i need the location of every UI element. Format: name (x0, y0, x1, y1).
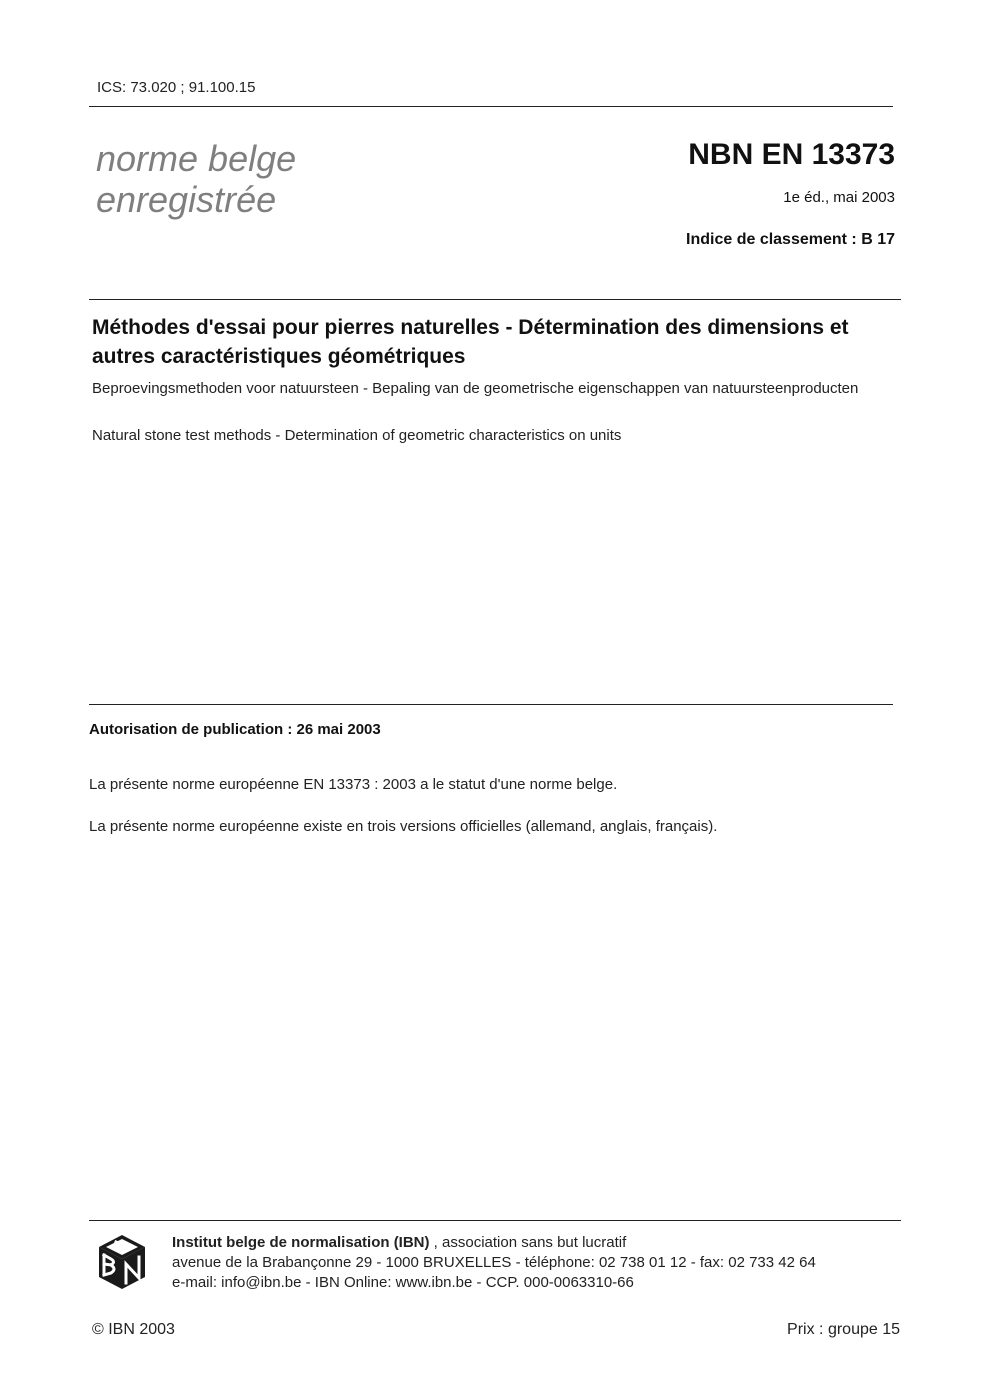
body-top-rule (89, 704, 893, 705)
contact-line: e-mail: info@ibn.be - IBN Online: www.ibn.be - CCP. 000-0063310-66 (172, 1274, 634, 1291)
org-suffix: , association sans but lucratif (429, 1234, 627, 1251)
ics-codes: ICS: 73.020 ; 91.100.15 (97, 79, 256, 96)
price-group: Prix : groupe 15 (787, 1321, 900, 1338)
edition-date: 1e éd., mai 2003 (783, 189, 895, 206)
footer-rule (89, 1220, 901, 1221)
title-english: Natural stone test methods - Determination of geometric characteristics on units (92, 427, 622, 444)
title-dutch: Beproevingsmethoden voor natuursteen - Bepaling van de geometrische eigenschappen van natuursteenproducten (92, 380, 859, 397)
brand-line-2: enregistrée (96, 179, 277, 220)
org-name: Institut belge de normalisation (IBN) (172, 1234, 430, 1251)
address-line: avenue de la Brabançonne 29 - 1000 BRUXELLES - téléphone: 02 738 01 12 - fax: 02 733 42 64 (172, 1254, 816, 1271)
brand-line-1: norme belge (96, 138, 297, 179)
footer-contact-block (172, 1233, 816, 1293)
versions-paragraph: La présente norme européenne existe en trois versions officielles (allemand, anglais, français). (89, 818, 718, 835)
classement-index: Indice de classement : B 17 (686, 231, 895, 248)
title-french: Méthodes d'essai pour pierres naturelles - Détermination des dimensions et autres caractéristiques géométriques (92, 316, 849, 368)
brand-title (96, 138, 296, 220)
title-top-rule (89, 299, 901, 300)
copyright: © IBN 2003 (92, 1321, 175, 1338)
standard-number: NBN EN 13373 (688, 138, 895, 171)
publication-authorisation: Autorisation de publication : 26 mai 2003 (89, 721, 381, 738)
ibn-cube-logo-icon (97, 1233, 147, 1291)
status-paragraph: La présente norme européenne EN 13373 : 2003 a le statut d'une norme belge. (89, 776, 618, 793)
header-rule (89, 106, 893, 107)
org-line (172, 1233, 816, 1253)
